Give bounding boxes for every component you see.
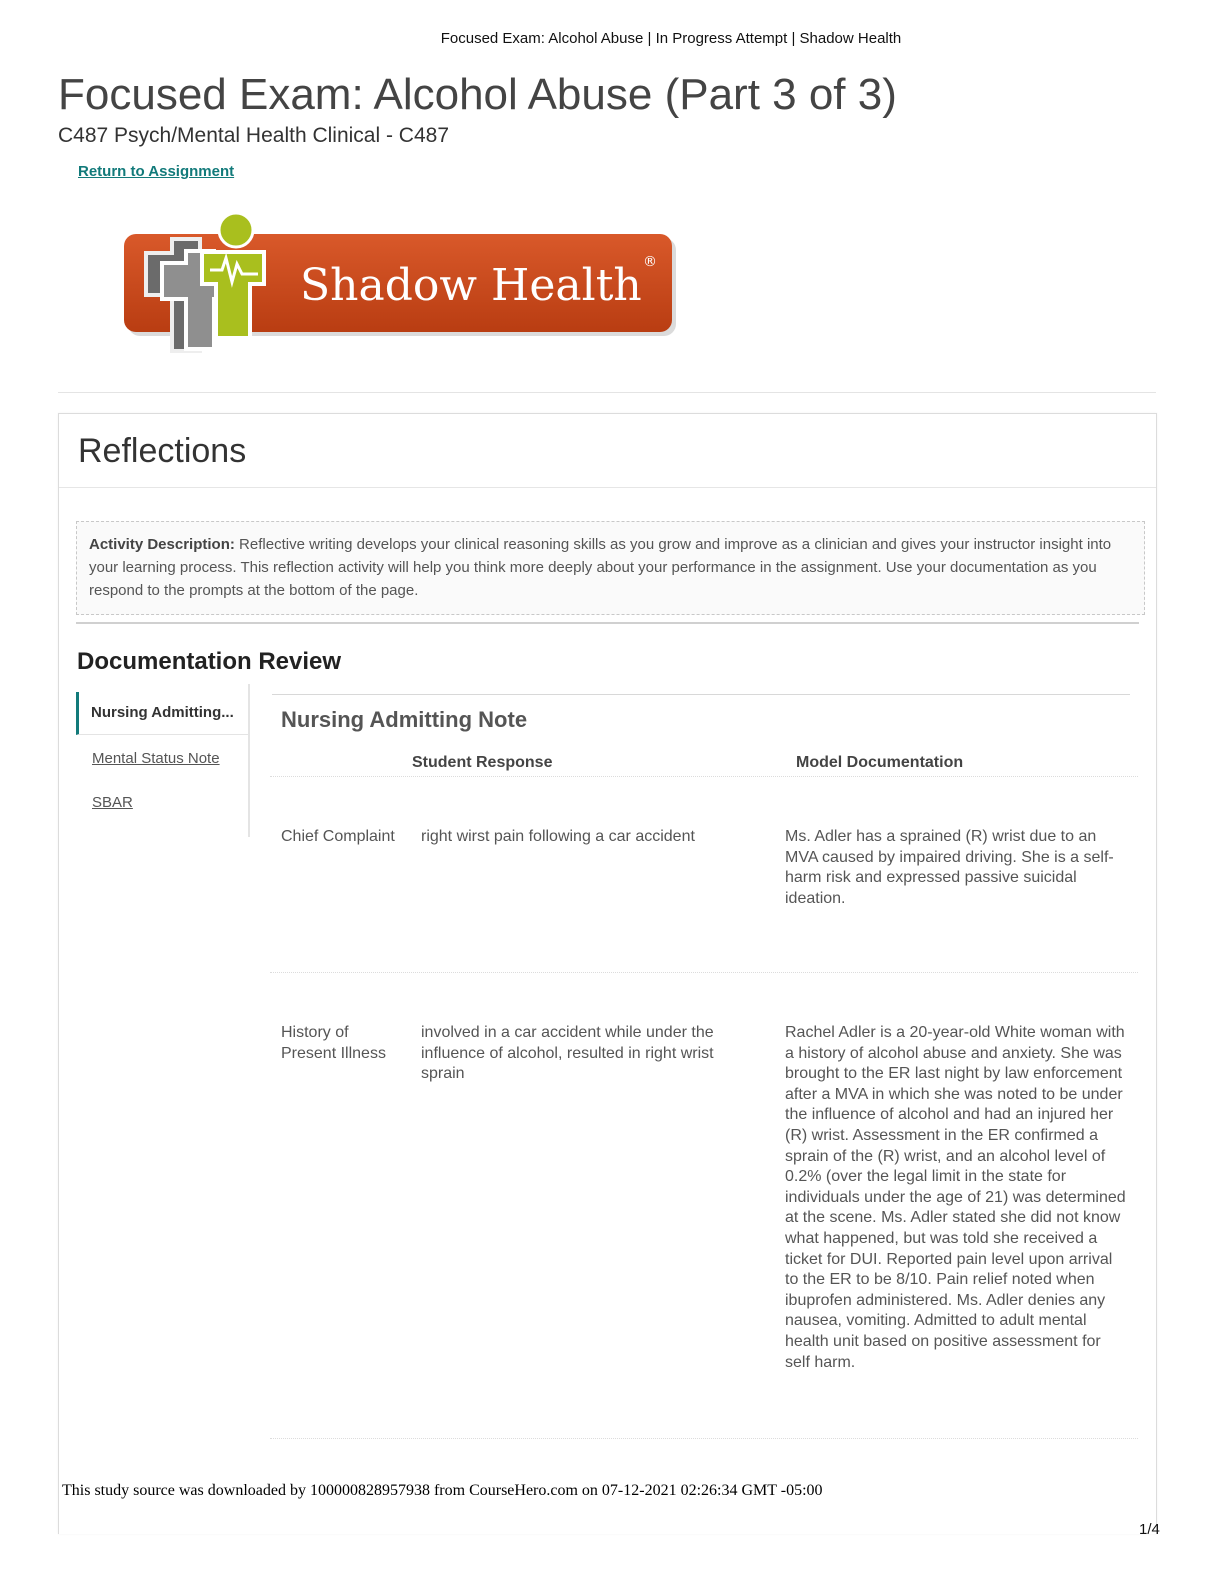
divider bbox=[272, 694, 1130, 695]
tab-sbar[interactable]: SBAR bbox=[92, 794, 133, 811]
row-divider bbox=[270, 1438, 1138, 1440]
course-title: C487 Psych/Mental Health Clinical - C487 bbox=[58, 124, 450, 147]
reflections-heading: Reflections bbox=[78, 432, 247, 470]
row-divider bbox=[270, 972, 1138, 974]
panel-heading bbox=[59, 414, 1156, 488]
divider bbox=[58, 392, 1156, 393]
return-to-assignment-link[interactable]: Return to Assignment bbox=[78, 163, 235, 180]
page-title: Focused Exam: Alcohol Abuse (Part 3 of 3) bbox=[58, 70, 897, 119]
student-response-header: Student Response bbox=[412, 754, 553, 771]
model-documentation-history-of-present-illness: Rachel Adler is a 20-year-old White woman with a history of alcohol abuse and anxiety. She was brought to the ER last night by law enforcement after a MVA in which she was noted to be under the influence of alcohol and had an injured her (R) wrist. Assessment in the ER confirmed a sprain of the (R) wrist, and an alcohol level of 0.2% (over the legal limit in the state for individuals under the age of 21) was determined at the scene. Ms. Adler stated she did not know what happened, but was told she received a ticket for DUI. Reported pain level upon arrival to the ER to be 8/10. Pain relief noted when ibuprofen administered. Ms. Adler denies any nausea, vomiting. Admitted to adult mental health unit based on positive assessment for self harm. bbox=[785, 1024, 1126, 1371]
model-documentation-header: Model Documentation bbox=[796, 754, 964, 771]
documentation-review-heading: Documentation Review bbox=[77, 648, 342, 675]
activity-label: Activity Description: bbox=[89, 536, 235, 553]
row-divider bbox=[270, 776, 1138, 778]
note-title: Nursing Admitting Note bbox=[281, 707, 528, 732]
documentation-tabs bbox=[76, 684, 250, 837]
row-label-chief-complaint: Chief Complaint bbox=[281, 828, 395, 845]
student-response-history-of-present-illness: involved in a car accident while under the influence of alcohol, resulted in right wrist sprain bbox=[421, 1024, 714, 1083]
activity-description-box bbox=[76, 521, 1145, 615]
reflections-panel bbox=[58, 413, 1157, 1534]
logo-text: Shadow Health bbox=[300, 260, 642, 311]
tab-label: Nursing Admitting... bbox=[91, 704, 234, 721]
logo-registered-mark: ® bbox=[643, 254, 657, 270]
row-label-history-of-present-illness: History of Present Illness bbox=[281, 1024, 386, 1062]
divider bbox=[76, 622, 1139, 624]
browser-title: Focused Exam: Alcohol Abuse | In Progress Attempt | Shadow Health bbox=[440, 30, 902, 47]
tab-mental-status-note[interactable]: Mental Status Note bbox=[92, 750, 220, 767]
page-number: 1/4 bbox=[1139, 1521, 1160, 1538]
activity-text: Reflective writing develops your clinical reasoning skills as you grow and improve as a clinician and gives your instructor insight into your learning process. This reflection activity will help you think more deeply about your performance in the assignment. Use your documentation as you respond to the prompts at the bottom of the page. bbox=[89, 536, 1112, 599]
model-documentation-chief-complaint: Ms. Adler has a sprained (R) wrist due to an MVA caused by impaired driving. She is a self-harm risk and expressed passive suicidal ideation. bbox=[785, 828, 1114, 907]
student-response-chief-complaint: right wirst pain following a car accident bbox=[421, 828, 695, 845]
download-source-footer: This study source was downloaded by 100000828957938 from CourseHero.com on 07-12-2021 02:26:34 GMT -05:00 bbox=[62, 1482, 823, 1499]
shadow-health-logo bbox=[118, 208, 680, 360]
tab-nursing-admitting-note[interactable] bbox=[76, 692, 249, 735]
